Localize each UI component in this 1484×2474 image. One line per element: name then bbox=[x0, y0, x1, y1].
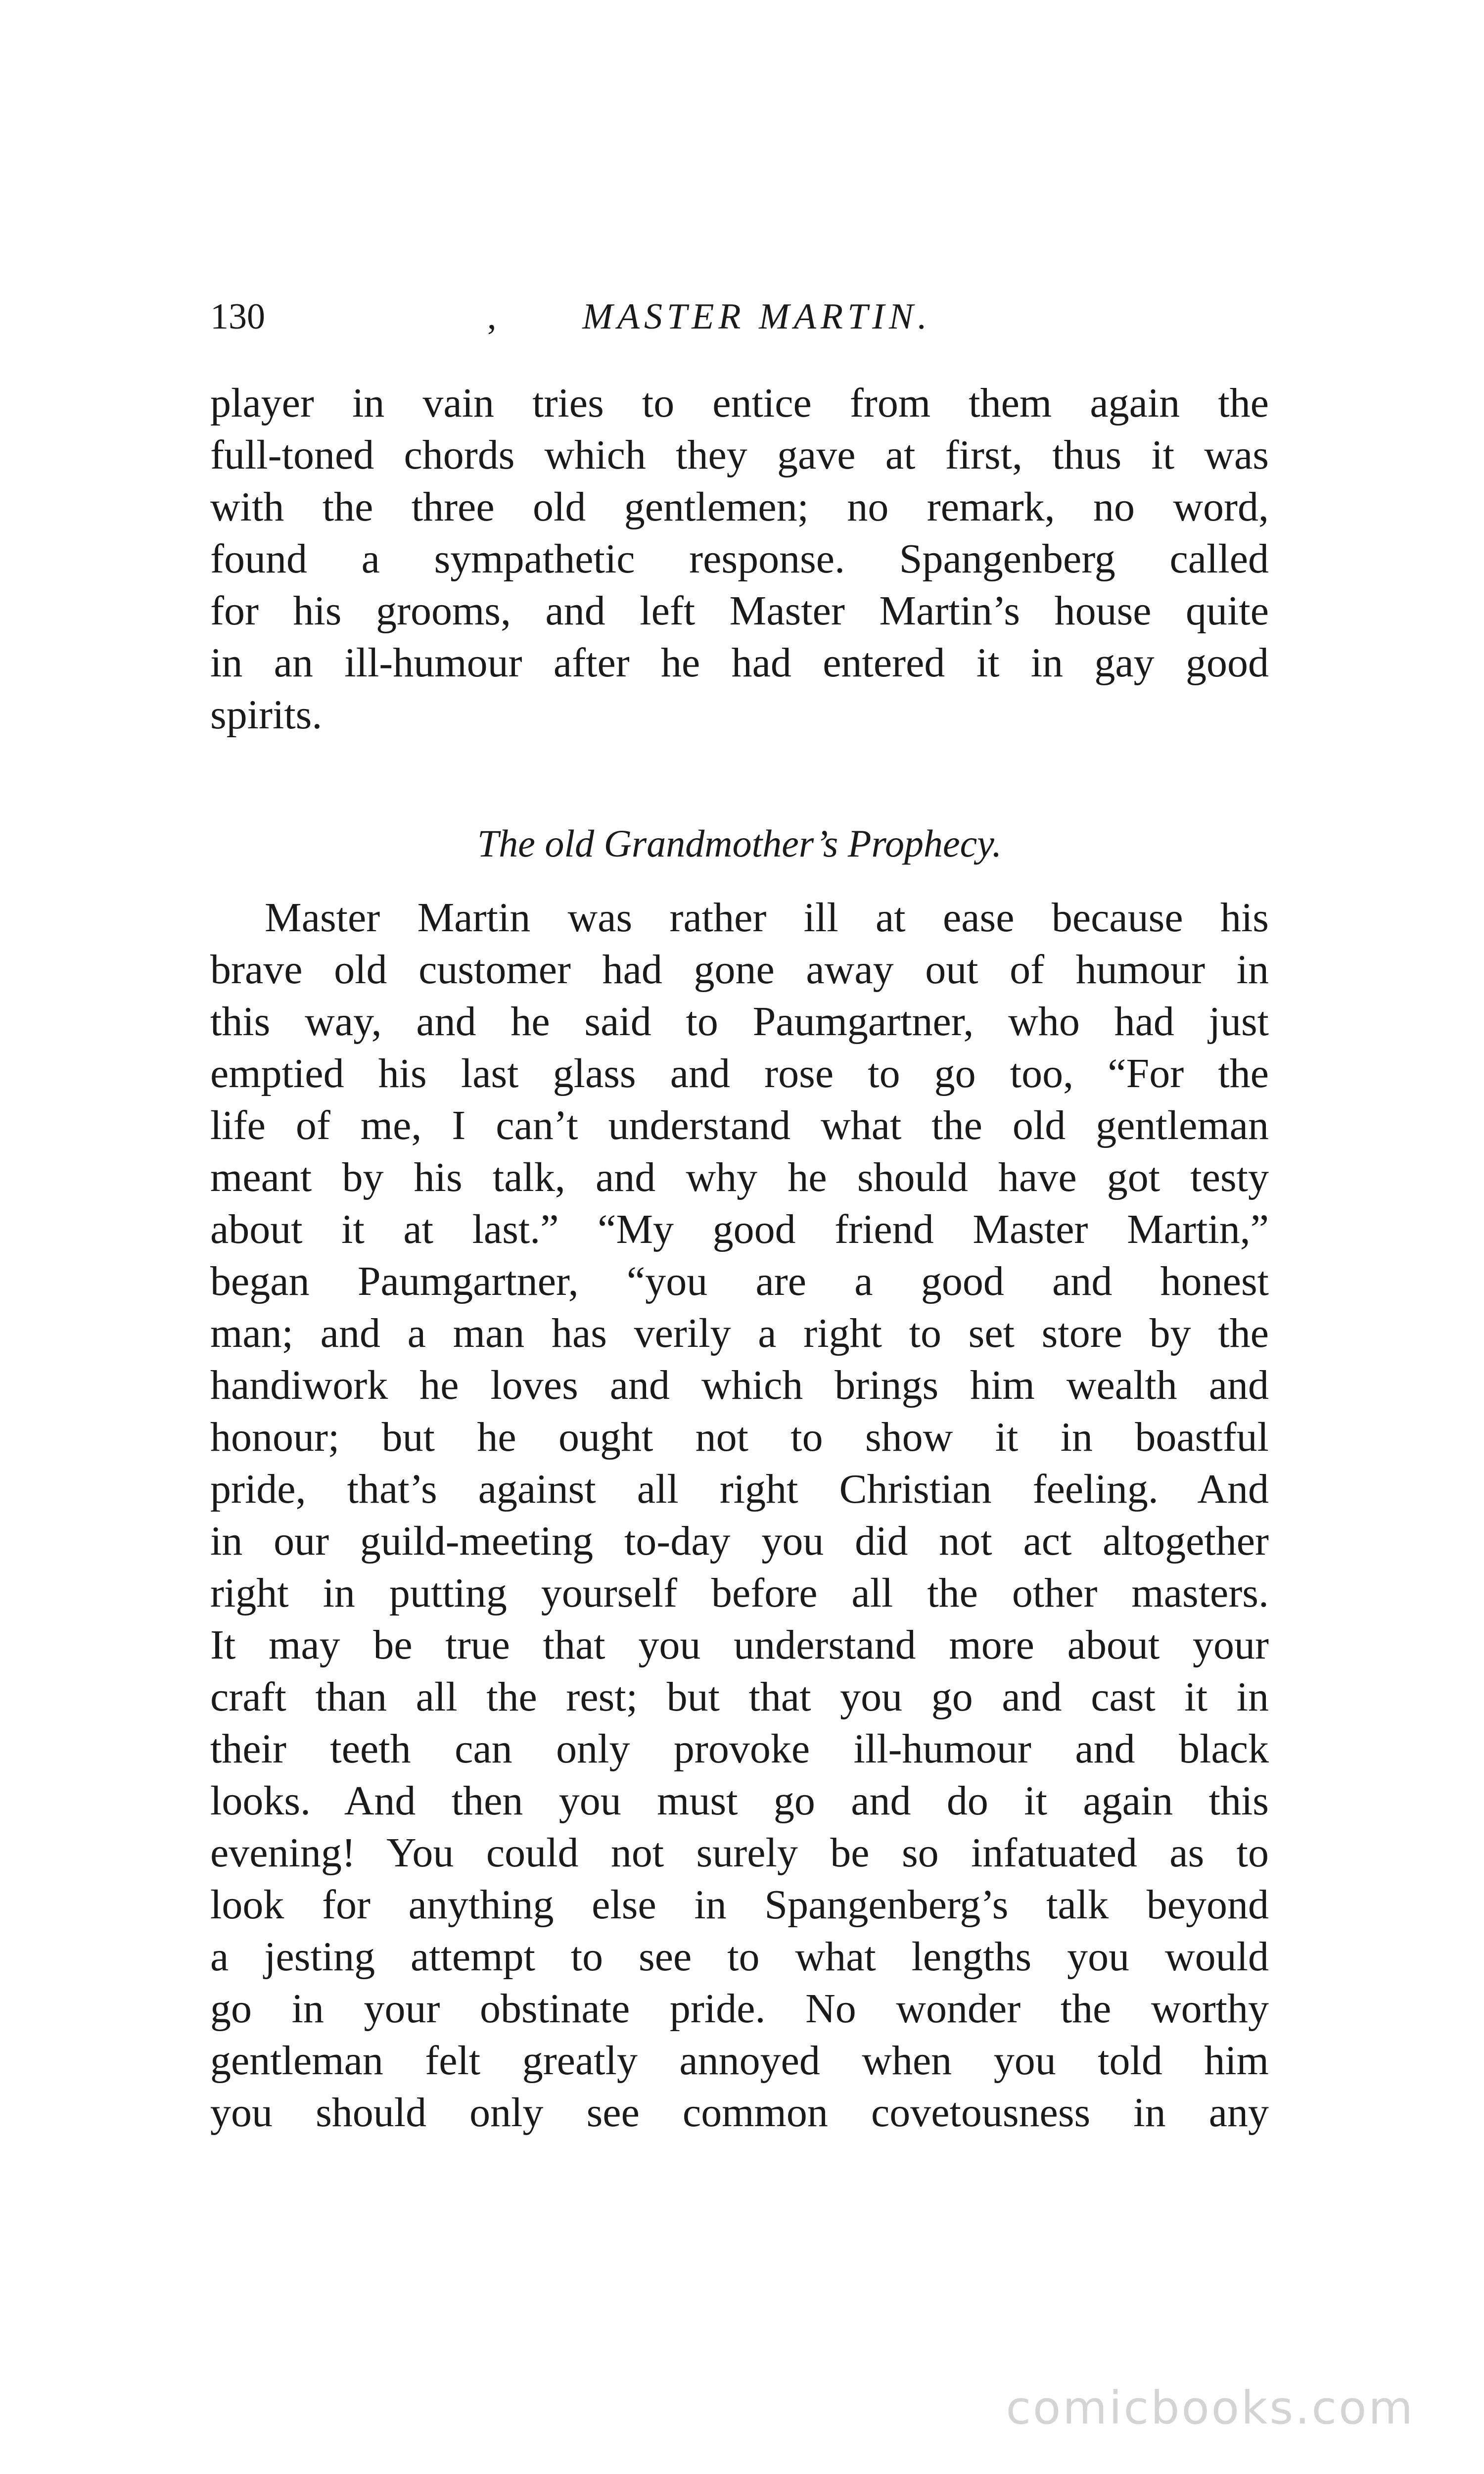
text-line: found a sympathetic response. Spangenberg called bbox=[210, 536, 1269, 582]
text-line: honour; but he ought not to show it in boastful bbox=[210, 1414, 1269, 1460]
text-line: brave old customer had gone away out of humour in bbox=[210, 947, 1269, 993]
text-line: you should only see common covetousness in any bbox=[210, 2090, 1269, 2136]
text-line: It may be true that you understand more about your bbox=[210, 1622, 1269, 1668]
text-line: look for anything else in Spangenberg’s talk beyond bbox=[210, 1882, 1269, 1928]
paragraph-one bbox=[210, 377, 1269, 741]
text-line: began Paumgartner, “you are a good and honest bbox=[210, 1258, 1269, 1304]
text-line: spirits. bbox=[210, 692, 323, 738]
text-line: in an ill-humour after he had entered it in gay good bbox=[210, 640, 1269, 686]
text-line: craft than all the rest; but that you go and cast it in bbox=[210, 1674, 1269, 1720]
text-line: pride, that’s against all right Christian feeling. And bbox=[210, 1466, 1269, 1512]
stray-mark: , bbox=[487, 296, 497, 337]
text-line: Master Martin was rather ill at ease because his bbox=[265, 895, 1269, 941]
page-number: 130 bbox=[210, 296, 265, 337]
running-head bbox=[210, 292, 1269, 341]
text-line: right in putting yourself before all the other masters. bbox=[210, 1570, 1269, 1616]
text-line: meant by his talk, and why he should have got testy bbox=[210, 1154, 1269, 1200]
text-line: go in your obstinate pride. No wonder the worthy bbox=[210, 1986, 1269, 2032]
text-line: handiwork he loves and which brings him wealth and bbox=[210, 1362, 1269, 1408]
running-title: MASTER MARTIN. bbox=[582, 296, 931, 337]
text-line: man; and a man has verily a right to set store by the bbox=[210, 1310, 1269, 1356]
text-line: life of me, I can’t understand what the old gentleman bbox=[210, 1102, 1269, 1148]
watermark: comicbooks.com bbox=[1006, 2381, 1415, 2434]
text-line: about it at last.” “My good friend Master Martin,” bbox=[210, 1206, 1269, 1252]
section-heading: The old Grandmother’s Prophecy. bbox=[477, 822, 1002, 865]
text-line: emptied his last glass and rose to go too, “For the bbox=[210, 1050, 1269, 1096]
text-line: player in vain tries to entice from them again the bbox=[210, 380, 1269, 426]
text-line: for his grooms, and left Master Martin’s house quite bbox=[210, 588, 1269, 634]
paragraph-two bbox=[210, 892, 1269, 2139]
text-line: their teeth can only provoke ill-humour and black bbox=[210, 1726, 1269, 1772]
text-line: this way, and he said to Paumgartner, who had just bbox=[210, 999, 1269, 1045]
text-line: looks. And then you must go and do it again this bbox=[210, 1778, 1269, 1824]
text-line: a jesting attempt to see to what lengths you would bbox=[210, 1934, 1269, 1980]
text-line: gentleman felt greatly annoyed when you told him bbox=[210, 2038, 1269, 2084]
text-line: with the three old gentlemen; no remark, no word, bbox=[210, 484, 1269, 530]
text-line: in our guild-meeting to-day you did not act altogether bbox=[210, 1518, 1269, 1564]
text-line: evening! You could not surely be so infatuated as to bbox=[210, 1830, 1269, 1876]
text-line: full-toned chords which they gave at first, thus it was bbox=[210, 432, 1269, 478]
